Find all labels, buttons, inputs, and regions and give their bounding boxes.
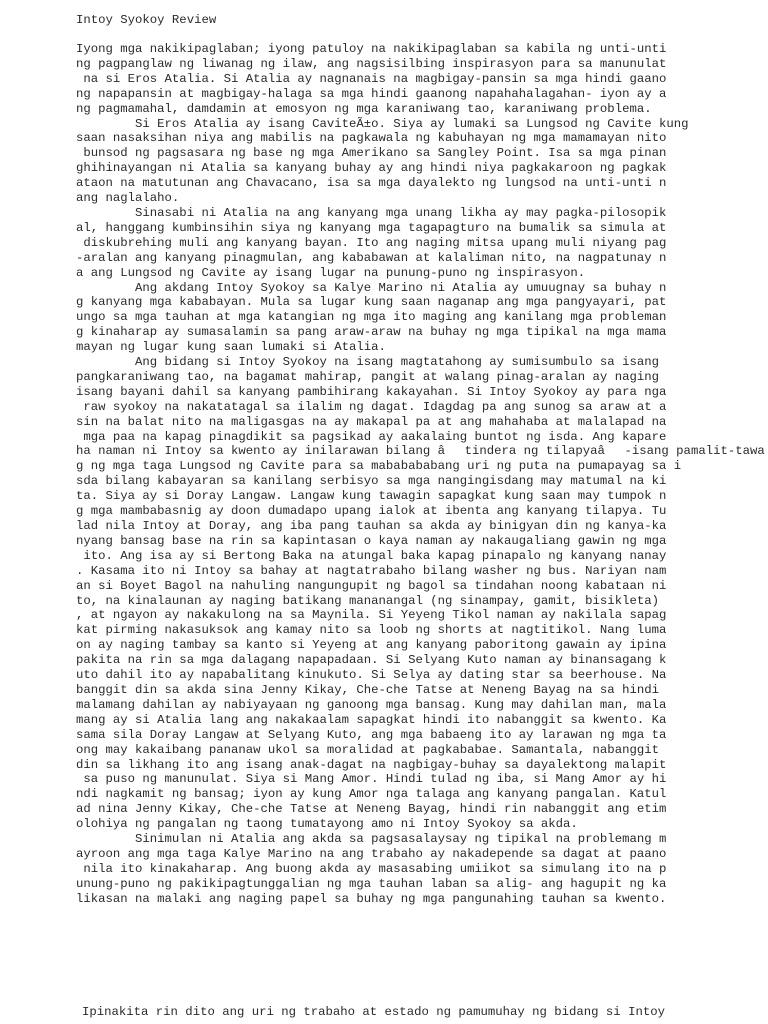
text-line: Ang bidang si Intoy Syokoy na isang magtatahong ay sumisumbulo sa isang bbox=[76, 355, 659, 370]
text-line: ha naman ni Intoy sa kwento ay inilarawan bilang âtindera ng tilapyaâ-isang pamalit-tawa bbox=[76, 444, 765, 459]
text-line: ungo sa mga tauhan at mga katangian ng mga ito maging ang kanilang mga probleman bbox=[76, 310, 667, 325]
text-line: pangkaraniwang tao, na bagamat mahirap, pangit at walang pinag-aralan ay naging bbox=[76, 369, 659, 384]
text-line: to, na kinalaunan ay naging batikang mananangal (ng sinampay, gamit, bisikleta) bbox=[76, 593, 659, 608]
text-line: ad nina Jenny Kikay, Che-che Tatse at Neneng Bayag, hindi rin nabanggit ang etim bbox=[76, 802, 667, 817]
text-line: Sinasabi ni Atalia na ang kanyang mga unang likha ay may pagka-pilosopik bbox=[76, 205, 667, 220]
text-line: Ang akdang Intoy Syokoy sa Kalye Marino ni Atalia ay umuugnay sa buhay n bbox=[76, 280, 667, 295]
text-line: Sinimulan ni Atalia ang akda sa pagsasalaysay ng tipikal na problemang m bbox=[76, 832, 667, 847]
text-line: ng napapansin at magbigay-halaga sa mga hindi gaanong napahahalagahan- iyon ay a bbox=[76, 86, 667, 101]
text-line: an si Boyet Bagol na nahuling nangungupit ng bagol sa tindahan noong kabataan ni bbox=[76, 578, 667, 593]
text-line: g ng mga taga Lungsod ng Cavite para sa mababababang uri ng puta na pumapayag sa i bbox=[76, 459, 682, 474]
text-line: ng pagpanglaw ng liwanag ng ilaw, ang nagsisilbing inspirasyon para sa manunulat bbox=[76, 56, 667, 71]
text-line: g kanyang mga kababayan. Mula sa lugar kung saan naganap ang mga pangyayari, pat bbox=[76, 295, 667, 310]
text-line: malamang dahilan ay nabiyayaan ng ganoong mga bansag. Kung may dahilan man, mala bbox=[76, 697, 667, 712]
text-line: olohiya ng pangalan ng taong tumatayong amo ni Intoy Syokoy sa akda. bbox=[76, 817, 578, 832]
text-line: sda bilang kabayaran sa kanilang serbisyo sa mga nangingisdang may matumal na ki bbox=[76, 474, 667, 489]
text-line: mang ay si Atalia lang ang nakakaalam sapagkat hindi ito nabanggit sa kwento. Ka bbox=[76, 712, 667, 727]
document-title: Intoy Syokoy Review bbox=[76, 13, 217, 27]
text-line: al, hanggang kumbinsihin siya ng kanyang mga tagapagturo na bumalik sa simula at bbox=[76, 220, 667, 235]
text-line: ito. Ang isa ay si Bertong Baka na atungal baka kapag pinapalo ng kanyang nanay bbox=[76, 548, 667, 563]
text-line: sin na balat nito na maligasgas na ay makapal pa at ang mahahaba at malalapad na bbox=[76, 414, 667, 429]
text-line: ataon na matutunan ang Chavacano, isa sa mga dayalekto ng lungsod na unti-unti n bbox=[76, 176, 667, 191]
text-line: ayroon ang mga taga Kalye Marino na ang trabaho ay nakadepende sa dagat at paano bbox=[76, 846, 667, 861]
text-line: diskubrehing muli ang kanyang bayan. Ito ang naging mitsa upang muli niyang pag bbox=[76, 235, 667, 250]
text-line: ta. Siya ay si Doray Langaw. Langaw kung tawagin sapagkat kung saan may tumpok n bbox=[76, 489, 667, 504]
text-line: a ang Lungsod ng Cavite ay isang lugar na punung-puno ng inspirasyon. bbox=[76, 265, 586, 280]
text-line: bunsod ng pagsasara ng base ng mga Amerikano sa Sangley Point. Isa sa mga pinan bbox=[76, 146, 667, 161]
page-footer-line: Ipinakita rin dito ang uri ng trabaho at estado ng pamumuhay ng bidang si Intoy bbox=[82, 1005, 665, 1019]
text-line: nila ito kinakaharap. Ang buong akda ay masasabing umiikot sa simulang ito na p bbox=[76, 861, 667, 876]
text-line: isang bayani dahil sa kanyang pambihirang kakayahan. Si Intoy Syokoy ay para nga bbox=[76, 384, 667, 399]
text-line: Iyong mga nakikipaglaban; iyong patuloy na nakikipaglaban sa kabila ng unti-unti bbox=[76, 42, 667, 56]
text-line: on ay naging tambay sa kanto si Yeyeng at ang kanyang paboritong gawain ay ipina bbox=[76, 638, 667, 653]
text-line: kat pirming nakasuksok ang kamay nito sa loob ng shorts at nagtitikol. Nang luma bbox=[76, 623, 667, 638]
text-line: Si Eros Atalia ay isang CaviteÃ±o. Siya ay lumaki sa Lungsod ng Cavite kung bbox=[76, 116, 689, 131]
text-line: sama sila Doray Langaw at Selyang Kuto, ang mga babaeng ito ay larawan ng mga ta bbox=[76, 727, 667, 742]
text-line: unung-puno ng pakikipagtunggalian ng mga tauhan laban sa alig- ang hagupit ng ka bbox=[76, 876, 667, 891]
text-line: uto dahil ito ay napabalitang kinukuto. Si Selya ay dating star sa beerhouse. Na bbox=[76, 668, 667, 683]
text-line: din sa likhang ito ang isang anak-dagat na nagbigay-buhay sa dayalektong malapit bbox=[76, 757, 667, 772]
document-body bbox=[76, 42, 768, 907]
text-line: nyang bansag base na rin sa kapintasan o kaya naman ay nakaugaliang gawin ng mga bbox=[76, 533, 667, 548]
text-line: -aralan ang kanyang pinagmulan, ang kababawan at kalaliman nito, na nagpatunay n bbox=[76, 250, 667, 265]
text-line: na si Eros Atalia. Si Atalia ay nagnanais na magbigay-pansin sa mga hindi gaano bbox=[76, 71, 667, 86]
text-line: ghihinayangan ni Atalia sa kanyang buhay ay ang hindi niya pagkakaroon ng pagkak bbox=[76, 161, 667, 176]
text-line: banggit din sa akda sina Jenny Kikay, Che-che Tatse at Neneng Bayag na sa hindi bbox=[76, 682, 659, 697]
text-line: g kinaharap ay sumasalamin sa pang araw-araw na buhay ng mga tipikal na mga mama bbox=[76, 325, 667, 340]
text-line: ng pagmamahal, damdamin at emosyon ng mga karaniwang tao, karaniwang problema. bbox=[76, 101, 652, 116]
text-line: , at ngayon ay nakakulong na sa Maynila. Si Yeyeng Tikol naman ay nakilala sapag bbox=[76, 608, 667, 623]
text-line: mga paa na kapag pinagdikit sa pagsikad ay aakalaing buntot ng isda. Ang kapare bbox=[76, 429, 667, 444]
text-line: sa puso ng manunulat. Siya si Mang Amor. Hindi tulad ng iba, si Mang Amor ay hi bbox=[76, 772, 667, 787]
text-line: raw syokoy na nakatatagal sa ilalim ng dagat. Idagdag pa ang sunog sa araw at a bbox=[76, 399, 667, 414]
text-line: . Kasama ito ni Intoy sa bahay at nagtatrabaho bilang washer ng bus. Nariyan nam bbox=[76, 563, 667, 578]
text-line: pakita na rin sa mga dalagang napapadaan. Si Selyang Kuto naman ay binansagang k bbox=[76, 653, 667, 668]
text-line: ong may kakaibang pananaw ukol sa moralidad at pagkababae. Samantala, nabanggit bbox=[76, 742, 659, 757]
text-line: ang naglalaho. bbox=[76, 191, 180, 206]
text-line: mayan ng lugar kung saan lumaki si Atalia. bbox=[76, 340, 386, 355]
text-line: saan nasaksihan niya ang mabilis na pagkawala ng kabuhayan ng mga mamamayan nito bbox=[76, 131, 667, 146]
text-line: g mga mambabasnig ay doon dumadapo upang ialok at ibenta ang kanyang tilapya. Tu bbox=[76, 504, 667, 519]
text-line: ndi nagkamit ng bansag; iyon ay kung Amor nga talaga ang kanyang pangalan. Katul bbox=[76, 787, 667, 802]
text-line: likasan na malaki ang naging papel sa buhay ng mga pangunahing tauhan sa kwento. bbox=[76, 891, 667, 906]
text-line: lad nila Intoy at Doray, ang iba pang tauhan sa akda ay binigyan din ng kanya-ka bbox=[76, 519, 667, 533]
